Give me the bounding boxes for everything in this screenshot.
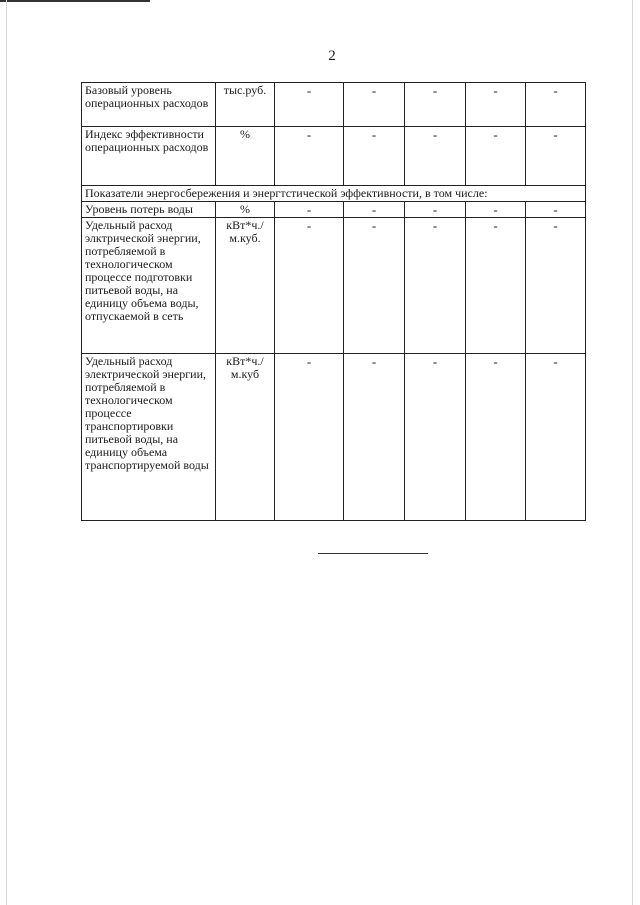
row-value: - bbox=[466, 83, 526, 127]
row-value: - bbox=[405, 202, 466, 218]
table-row bbox=[82, 354, 586, 521]
row-value: - bbox=[526, 127, 586, 186]
row-value: - bbox=[466, 202, 526, 218]
row-value: - bbox=[344, 354, 405, 521]
row-value: - bbox=[405, 218, 466, 354]
section-heading: Показатели энергосбережения и энергтстической эффективности, в том числе: bbox=[82, 186, 586, 202]
row-unit: % bbox=[216, 202, 275, 218]
row-value: - bbox=[526, 354, 586, 521]
scan-artifact-line bbox=[0, 0, 150, 2]
page-number: 2 bbox=[328, 48, 336, 64]
row-value: - bbox=[275, 127, 344, 186]
row-value: - bbox=[344, 127, 405, 186]
closing-rule bbox=[318, 553, 428, 554]
row-value: - bbox=[344, 83, 405, 127]
scan-edge-left bbox=[6, 0, 7, 905]
indicators-table bbox=[81, 82, 586, 521]
row-value: - bbox=[275, 354, 344, 521]
row-unit: кВт*ч./м.куб. bbox=[216, 218, 275, 354]
section-row bbox=[82, 186, 586, 202]
row-value: - bbox=[526, 83, 586, 127]
row-value: - bbox=[405, 83, 466, 127]
row-value: - bbox=[405, 127, 466, 186]
row-value: - bbox=[466, 354, 526, 521]
row-name: Индекс эффективности операционных расходов bbox=[82, 127, 216, 186]
row-name: Удельный расход элктрической энергии, потребляемой в технологическом процессе подготовки питьевой воды, на единицу объема воды, отпускаемой в сеть bbox=[82, 218, 216, 354]
row-value: - bbox=[275, 202, 344, 218]
row-value: - bbox=[466, 127, 526, 186]
table-row bbox=[82, 83, 586, 127]
table-row bbox=[82, 202, 586, 218]
row-name: Уровень потерь воды bbox=[82, 202, 216, 218]
row-value: - bbox=[526, 202, 586, 218]
table-row bbox=[82, 218, 586, 354]
row-value: - bbox=[526, 218, 586, 354]
row-value: - bbox=[466, 218, 526, 354]
row-value: - bbox=[275, 83, 344, 127]
row-name: Базовый уровень операционных расходов bbox=[82, 83, 216, 127]
row-unit: % bbox=[216, 127, 275, 186]
table-row bbox=[82, 127, 586, 186]
row-name: Удельный расход электрической энергии, потребляемой в технологическом процессе транспортировки питьевой воды, на единицу объема транспортируемой воды bbox=[82, 354, 216, 521]
row-value: - bbox=[405, 354, 466, 521]
scan-edge-right bbox=[632, 0, 633, 905]
row-unit: тыс.руб. bbox=[216, 83, 275, 127]
row-value: - bbox=[344, 202, 405, 218]
row-unit: кВт*ч./м.куб bbox=[216, 354, 275, 521]
row-value: - bbox=[344, 218, 405, 354]
row-value: - bbox=[275, 218, 344, 354]
